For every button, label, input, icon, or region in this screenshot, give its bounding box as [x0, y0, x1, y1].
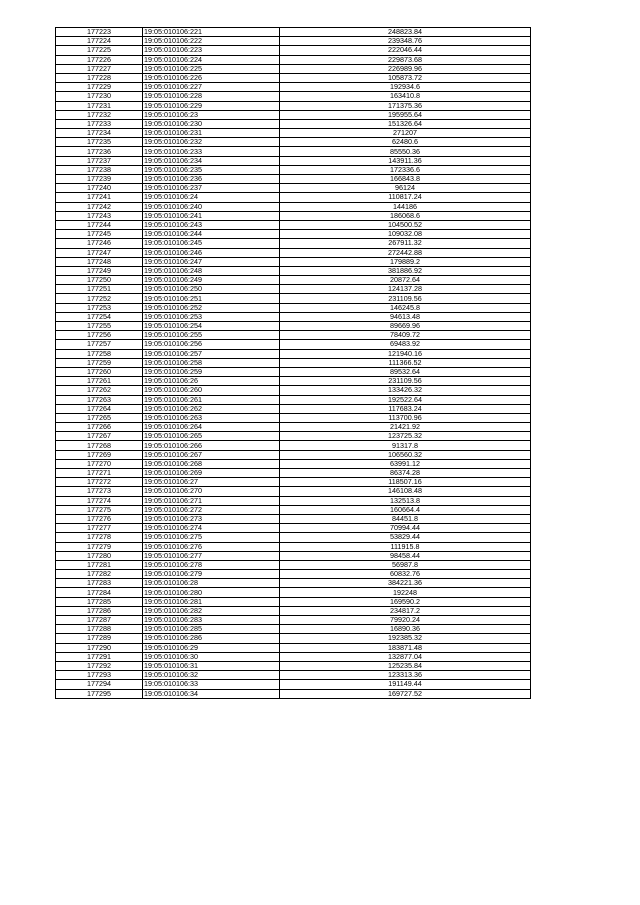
- cadastral-number-cell: 19:05:010106:224: [143, 55, 280, 64]
- record-number-cell: 177273: [56, 487, 143, 496]
- record-number-cell: 177224: [56, 37, 143, 46]
- table-row: [56, 340, 531, 349]
- table-row: [56, 230, 531, 239]
- record-number-cell: 177286: [56, 606, 143, 615]
- table-row: [56, 514, 531, 523]
- cadastral-number-cell: 19:05:010106:31: [143, 661, 280, 670]
- cadastral-number-cell: 19:05:010106:264: [143, 423, 280, 432]
- value-cell: 96124: [280, 184, 531, 193]
- record-number-cell: 177234: [56, 129, 143, 138]
- table-row: [56, 358, 531, 367]
- table-row: [56, 147, 531, 156]
- value-cell: 183871.48: [280, 643, 531, 652]
- cadastral-number-cell: 19:05:010106:270: [143, 487, 280, 496]
- table-row: [56, 533, 531, 542]
- value-cell: 89669.96: [280, 322, 531, 331]
- value-cell: 106560.32: [280, 450, 531, 459]
- table-row: [56, 220, 531, 229]
- cadastral-number-cell: 19:05:010106:285: [143, 625, 280, 634]
- record-number-cell: 177278: [56, 533, 143, 542]
- record-number-cell: 177250: [56, 276, 143, 285]
- table-row: [56, 138, 531, 147]
- cadastral-number-cell: 19:05:010106:236: [143, 175, 280, 184]
- cadastral-number-cell: 19:05:010106:283: [143, 616, 280, 625]
- cadastral-number-cell: 19:05:010106:33: [143, 680, 280, 689]
- value-cell: 146245.8: [280, 303, 531, 312]
- record-number-cell: 177246: [56, 239, 143, 248]
- table-row: [56, 55, 531, 64]
- record-number-cell: 177232: [56, 110, 143, 119]
- value-cell: 239348.76: [280, 37, 531, 46]
- value-cell: 169727.52: [280, 689, 531, 698]
- cadastral-number-cell: 19:05:010106:253: [143, 312, 280, 321]
- value-cell: 143911.36: [280, 156, 531, 165]
- table-row: [56, 671, 531, 680]
- cadastral-number-cell: 19:05:010106:29: [143, 643, 280, 652]
- cadastral-number-cell: 19:05:010106:233: [143, 147, 280, 156]
- table-row: [56, 689, 531, 698]
- record-number-cell: 177281: [56, 560, 143, 569]
- cadastral-number-cell: 19:05:010106:272: [143, 505, 280, 514]
- table-row: [56, 266, 531, 275]
- cadastral-number-cell: 19:05:010106:241: [143, 211, 280, 220]
- table-row: [56, 441, 531, 450]
- table-row: [56, 579, 531, 588]
- record-number-cell: 177260: [56, 367, 143, 376]
- cadastral-number-cell: 19:05:010106:257: [143, 349, 280, 358]
- value-cell: 151326.64: [280, 119, 531, 128]
- value-cell: 192248: [280, 588, 531, 597]
- table-row: [56, 92, 531, 101]
- table-row: [56, 184, 531, 193]
- cadastral-number-cell: 19:05:010106:249: [143, 276, 280, 285]
- record-number-cell: 177258: [56, 349, 143, 358]
- record-number-cell: 177227: [56, 64, 143, 73]
- value-cell: 146108.48: [280, 487, 531, 496]
- cadastral-number-cell: 19:05:010106:278: [143, 560, 280, 569]
- value-cell: 60832.76: [280, 570, 531, 579]
- value-cell: 16890.36: [280, 625, 531, 634]
- table-row: [56, 193, 531, 202]
- table-row: [56, 625, 531, 634]
- cadastral-number-cell: 19:05:010106:27: [143, 478, 280, 487]
- table-row: [56, 478, 531, 487]
- cadastral-number-cell: 19:05:010106:262: [143, 404, 280, 413]
- table-row: [56, 395, 531, 404]
- cadastral-number-cell: 19:05:010106:232: [143, 138, 280, 147]
- record-number-cell: 177251: [56, 285, 143, 294]
- table-row: [56, 110, 531, 119]
- cadastral-number-cell: 19:05:010106:227: [143, 83, 280, 92]
- cadastral-number-cell: 19:05:010106:223: [143, 46, 280, 55]
- value-cell: 163410.8: [280, 92, 531, 101]
- record-number-cell: 177241: [56, 193, 143, 202]
- value-cell: 98458.44: [280, 551, 531, 560]
- cadastral-number-cell: 19:05:010106:228: [143, 92, 280, 101]
- cadastral-number-cell: 19:05:010106:275: [143, 533, 280, 542]
- cadastral-number-cell: 19:05:010106:276: [143, 542, 280, 551]
- record-number-cell: 177287: [56, 616, 143, 625]
- cadastral-number-cell: 19:05:010106:23: [143, 110, 280, 119]
- cadastral-number-cell: 19:05:010106:261: [143, 395, 280, 404]
- table-row: [56, 661, 531, 670]
- value-cell: 133426.32: [280, 386, 531, 395]
- table-row: [56, 119, 531, 128]
- record-number-cell: 177285: [56, 597, 143, 606]
- value-cell: 86374.28: [280, 469, 531, 478]
- record-number-cell: 177233: [56, 119, 143, 128]
- value-cell: 111915.8: [280, 542, 531, 551]
- cadastral-number-cell: 19:05:010106:256: [143, 340, 280, 349]
- record-number-cell: 177249: [56, 266, 143, 275]
- table-row: [56, 248, 531, 257]
- record-number-cell: 177272: [56, 478, 143, 487]
- value-cell: 110817.24: [280, 193, 531, 202]
- value-cell: 192934.6: [280, 83, 531, 92]
- value-cell: 123313.36: [280, 671, 531, 680]
- value-cell: 166843.8: [280, 175, 531, 184]
- table-row: [56, 469, 531, 478]
- record-number-cell: 177274: [56, 496, 143, 505]
- record-number-cell: 177284: [56, 588, 143, 597]
- table-row: [56, 37, 531, 46]
- record-number-cell: 177255: [56, 322, 143, 331]
- cadastral-number-cell: 19:05:010106:251: [143, 294, 280, 303]
- table-row: [56, 423, 531, 432]
- record-number-cell: 177270: [56, 459, 143, 468]
- record-number-cell: 177235: [56, 138, 143, 147]
- record-number-cell: 177226: [56, 55, 143, 64]
- table-row: [56, 367, 531, 376]
- value-cell: 56987.8: [280, 560, 531, 569]
- value-cell: 231109.56: [280, 294, 531, 303]
- cadastral-number-cell: 19:05:010106:230: [143, 119, 280, 128]
- cadastral-number-cell: 19:05:010106:26: [143, 377, 280, 386]
- table-row: [56, 588, 531, 597]
- record-number-cell: 177228: [56, 73, 143, 82]
- record-number-cell: 177259: [56, 358, 143, 367]
- cadastral-number-cell: 19:05:010106:247: [143, 257, 280, 266]
- table-row: [56, 652, 531, 661]
- table-row: [56, 524, 531, 533]
- cadastral-number-cell: 19:05:010106:267: [143, 450, 280, 459]
- record-number-cell: 177252: [56, 294, 143, 303]
- table-row: [56, 542, 531, 551]
- cadastral-number-cell: 19:05:010106:271: [143, 496, 280, 505]
- cadastral-number-cell: 19:05:010106:273: [143, 514, 280, 523]
- record-number-cell: 177247: [56, 248, 143, 257]
- value-cell: 117683.24: [280, 404, 531, 413]
- value-cell: 192522.64: [280, 395, 531, 404]
- value-cell: 186068.6: [280, 211, 531, 220]
- table-row: [56, 175, 531, 184]
- value-cell: 121940.16: [280, 349, 531, 358]
- table-row: [56, 331, 531, 340]
- cadastral-number-cell: 19:05:010106:252: [143, 303, 280, 312]
- cadastral-number-cell: 19:05:010106:277: [143, 551, 280, 560]
- value-cell: 132877.04: [280, 652, 531, 661]
- record-number-cell: 177245: [56, 230, 143, 239]
- record-number-cell: 177238: [56, 165, 143, 174]
- value-cell: 109032.08: [280, 230, 531, 239]
- record-number-cell: 177225: [56, 46, 143, 55]
- value-cell: 89532.64: [280, 367, 531, 376]
- table-row: [56, 276, 531, 285]
- record-number-cell: 177282: [56, 570, 143, 579]
- table-row: [56, 606, 531, 615]
- record-number-cell: 177264: [56, 404, 143, 413]
- record-number-cell: 177256: [56, 331, 143, 340]
- record-number-cell: 177271: [56, 469, 143, 478]
- cadastral-number-cell: 19:05:010106:34: [143, 689, 280, 698]
- value-cell: 85550.36: [280, 147, 531, 156]
- value-cell: 222046.44: [280, 46, 531, 55]
- value-cell: 62480.6: [280, 138, 531, 147]
- value-cell: 63991.12: [280, 459, 531, 468]
- record-number-cell: 177291: [56, 652, 143, 661]
- cadastral-number-cell: 19:05:010106:229: [143, 101, 280, 110]
- record-number-cell: 177290: [56, 643, 143, 652]
- cadastral-number-cell: 19:05:010106:221: [143, 28, 280, 37]
- table-row: [56, 450, 531, 459]
- value-cell: 172336.6: [280, 165, 531, 174]
- cadastral-number-cell: 19:05:010106:265: [143, 432, 280, 441]
- value-cell: 229873.68: [280, 55, 531, 64]
- cadastral-number-cell: 19:05:010106:260: [143, 386, 280, 395]
- cadastral-number-cell: 19:05:010106:263: [143, 413, 280, 422]
- record-number-cell: 177266: [56, 423, 143, 432]
- value-cell: 94613.48: [280, 312, 531, 321]
- value-cell: 105873.72: [280, 73, 531, 82]
- cadastral-number-cell: 19:05:010106:248: [143, 266, 280, 275]
- value-cell: 381886.92: [280, 266, 531, 275]
- value-cell: 267911.32: [280, 239, 531, 248]
- value-cell: 91317.8: [280, 441, 531, 450]
- record-number-cell: 177230: [56, 92, 143, 101]
- table-row: [56, 413, 531, 422]
- table-row: [56, 432, 531, 441]
- cadastral-number-cell: 19:05:010106:255: [143, 331, 280, 340]
- value-cell: 191149.44: [280, 680, 531, 689]
- table-row: [56, 211, 531, 220]
- table-row: [56, 165, 531, 174]
- record-number-cell: 177229: [56, 83, 143, 92]
- record-number-cell: 177243: [56, 211, 143, 220]
- table-row: [56, 560, 531, 569]
- table-row: [56, 680, 531, 689]
- record-number-cell: 177276: [56, 514, 143, 523]
- value-cell: 84451.8: [280, 514, 531, 523]
- cadastral-number-cell: 19:05:010106:274: [143, 524, 280, 533]
- value-cell: 69483.92: [280, 340, 531, 349]
- cadastral-number-cell: 19:05:010106:280: [143, 588, 280, 597]
- record-number-cell: 177254: [56, 312, 143, 321]
- cadastral-number-cell: 19:05:010106:225: [143, 64, 280, 73]
- table-row: [56, 73, 531, 82]
- value-cell: 384221.36: [280, 579, 531, 588]
- cadastral-number-cell: 19:05:010106:281: [143, 597, 280, 606]
- record-number-cell: 177294: [56, 680, 143, 689]
- record-number-cell: 177289: [56, 634, 143, 643]
- record-number-cell: 177268: [56, 441, 143, 450]
- cadastral-number-cell: 19:05:010106:268: [143, 459, 280, 468]
- value-cell: 70994.44: [280, 524, 531, 533]
- table-row: [56, 505, 531, 514]
- table-row: [56, 597, 531, 606]
- record-number-cell: 177277: [56, 524, 143, 533]
- table-row: [56, 28, 531, 37]
- record-number-cell: 177231: [56, 101, 143, 110]
- value-cell: 179889.2: [280, 257, 531, 266]
- cadastral-number-cell: 19:05:010106:243: [143, 220, 280, 229]
- record-number-cell: 177269: [56, 450, 143, 459]
- table-row: [56, 322, 531, 331]
- value-cell: 226989.96: [280, 64, 531, 73]
- cadastral-number-cell: 19:05:010106:266: [143, 441, 280, 450]
- record-number-cell: 177288: [56, 625, 143, 634]
- cadastral-number-cell: 19:05:010106:254: [143, 322, 280, 331]
- value-cell: 171375.36: [280, 101, 531, 110]
- table-row: [56, 202, 531, 211]
- record-number-cell: 177292: [56, 661, 143, 670]
- table-row: [56, 349, 531, 358]
- record-number-cell: 177267: [56, 432, 143, 441]
- value-cell: 169590.2: [280, 597, 531, 606]
- record-number-cell: 177248: [56, 257, 143, 266]
- record-number-cell: 177253: [56, 303, 143, 312]
- table-row: [56, 46, 531, 55]
- value-cell: 132513.8: [280, 496, 531, 505]
- table-row: [56, 303, 531, 312]
- record-number-cell: 177280: [56, 551, 143, 560]
- record-number-cell: 177275: [56, 505, 143, 514]
- table-row: [56, 239, 531, 248]
- table-row: [56, 634, 531, 643]
- table-row: [56, 294, 531, 303]
- value-cell: 123725.32: [280, 432, 531, 441]
- cadastral-number-cell: 19:05:010106:258: [143, 358, 280, 367]
- cadastral-number-cell: 19:05:010106:32: [143, 671, 280, 680]
- record-number-cell: 177262: [56, 386, 143, 395]
- table-row: [56, 257, 531, 266]
- value-cell: 111366.52: [280, 358, 531, 367]
- value-cell: 231109.56: [280, 377, 531, 386]
- table-row: [56, 643, 531, 652]
- cadastral-number-cell: 19:05:010106:235: [143, 165, 280, 174]
- table-row: [56, 64, 531, 73]
- table-row: [56, 101, 531, 110]
- table-row: [56, 377, 531, 386]
- value-cell: 53829.44: [280, 533, 531, 542]
- record-number-cell: 177295: [56, 689, 143, 698]
- table-row: [56, 386, 531, 395]
- value-cell: 234817.2: [280, 606, 531, 615]
- cadastral-number-cell: 19:05:010106:226: [143, 73, 280, 82]
- table-row: [56, 616, 531, 625]
- value-cell: 125235.84: [280, 661, 531, 670]
- record-number-cell: 177261: [56, 377, 143, 386]
- table-row: [56, 285, 531, 294]
- cadastral-number-cell: 19:05:010106:245: [143, 239, 280, 248]
- value-cell: 192385.32: [280, 634, 531, 643]
- record-number-cell: 177283: [56, 579, 143, 588]
- value-cell: 21421.92: [280, 423, 531, 432]
- table-row: [56, 487, 531, 496]
- value-cell: 118507.16: [280, 478, 531, 487]
- cadastral-number-cell: 19:05:010106:286: [143, 634, 280, 643]
- table-row: [56, 312, 531, 321]
- cadastral-number-cell: 19:05:010106:28: [143, 579, 280, 588]
- cadastral-number-cell: 19:05:010106:24: [143, 193, 280, 202]
- cadastral-number-cell: 19:05:010106:279: [143, 570, 280, 579]
- value-cell: 272442.88: [280, 248, 531, 257]
- record-number-cell: 177257: [56, 340, 143, 349]
- record-number-cell: 177244: [56, 220, 143, 229]
- record-number-cell: 177263: [56, 395, 143, 404]
- value-cell: 271207: [280, 129, 531, 138]
- cadastral-number-cell: 19:05:010106:231: [143, 129, 280, 138]
- cadastral-number-cell: 19:05:010106:240: [143, 202, 280, 211]
- table-body: [56, 28, 531, 699]
- value-cell: 144186: [280, 202, 531, 211]
- record-number-cell: 177240: [56, 184, 143, 193]
- table-row: [56, 404, 531, 413]
- record-number-cell: 177279: [56, 542, 143, 551]
- cadastral-number-cell: 19:05:010106:244: [143, 230, 280, 239]
- table-row: [56, 570, 531, 579]
- cadastral-number-cell: 19:05:010106:30: [143, 652, 280, 661]
- value-cell: 79920.24: [280, 616, 531, 625]
- value-cell: 160664.4: [280, 505, 531, 514]
- table-row: [56, 459, 531, 468]
- record-number-cell: 177293: [56, 671, 143, 680]
- value-cell: 195955.64: [280, 110, 531, 119]
- cadastral-number-cell: 19:05:010106:237: [143, 184, 280, 193]
- table-row: [56, 496, 531, 505]
- table-row: [56, 83, 531, 92]
- table-row: [56, 156, 531, 165]
- value-cell: 104500.52: [280, 220, 531, 229]
- record-number-cell: 177239: [56, 175, 143, 184]
- cadastral-number-cell: 19:05:010106:246: [143, 248, 280, 257]
- cadastral-number-cell: 19:05:010106:282: [143, 606, 280, 615]
- cadastral-number-cell: 19:05:010106:234: [143, 156, 280, 165]
- table-row: [56, 129, 531, 138]
- cadastral-number-cell: 19:05:010106:259: [143, 367, 280, 376]
- data-table: [55, 27, 531, 699]
- cadastral-number-cell: 19:05:010106:250: [143, 285, 280, 294]
- value-cell: 78409.72: [280, 331, 531, 340]
- cadastral-number-cell: 19:05:010106:269: [143, 469, 280, 478]
- record-number-cell: 177242: [56, 202, 143, 211]
- table-row: [56, 551, 531, 560]
- value-cell: 248823.84: [280, 28, 531, 37]
- value-cell: 124137.28: [280, 285, 531, 294]
- value-cell: 113700.96: [280, 413, 531, 422]
- value-cell: 20872.64: [280, 276, 531, 285]
- record-number-cell: 177223: [56, 28, 143, 37]
- cadastral-number-cell: 19:05:010106:222: [143, 37, 280, 46]
- record-number-cell: 177237: [56, 156, 143, 165]
- record-number-cell: 177236: [56, 147, 143, 156]
- record-number-cell: 177265: [56, 413, 143, 422]
